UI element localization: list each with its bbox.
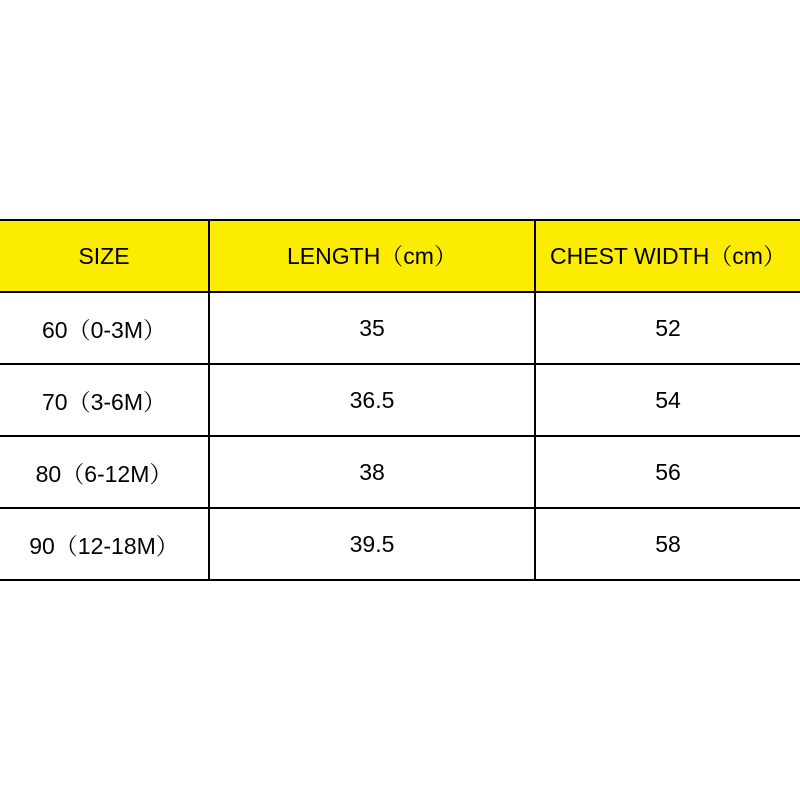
column-header-size: SIZE xyxy=(0,220,209,292)
table-header xyxy=(0,220,800,292)
size-chart-table-container xyxy=(0,219,800,581)
size-chart-table xyxy=(0,219,800,581)
cell-length: 38 xyxy=(209,436,535,508)
cell-size: 60（0-3M） xyxy=(0,292,209,364)
table-row xyxy=(0,364,800,436)
cell-chest-width: 58 xyxy=(535,508,800,580)
cell-chest-width: 52 xyxy=(535,292,800,364)
table-header-row xyxy=(0,220,800,292)
cell-size: 80（6-12M） xyxy=(0,436,209,508)
cell-size: 90（12-18M） xyxy=(0,508,209,580)
table-row xyxy=(0,292,800,364)
cell-length: 35 xyxy=(209,292,535,364)
cell-size: 70（3-6M） xyxy=(0,364,209,436)
column-header-length: LENGTH（cm） xyxy=(209,220,535,292)
cell-length: 39.5 xyxy=(209,508,535,580)
column-header-chest-width: CHEST WIDTH（cm） xyxy=(535,220,800,292)
cell-length: 36.5 xyxy=(209,364,535,436)
table-row xyxy=(0,508,800,580)
table-row xyxy=(0,436,800,508)
table-body xyxy=(0,292,800,580)
cell-chest-width: 56 xyxy=(535,436,800,508)
cell-chest-width: 54 xyxy=(535,364,800,436)
